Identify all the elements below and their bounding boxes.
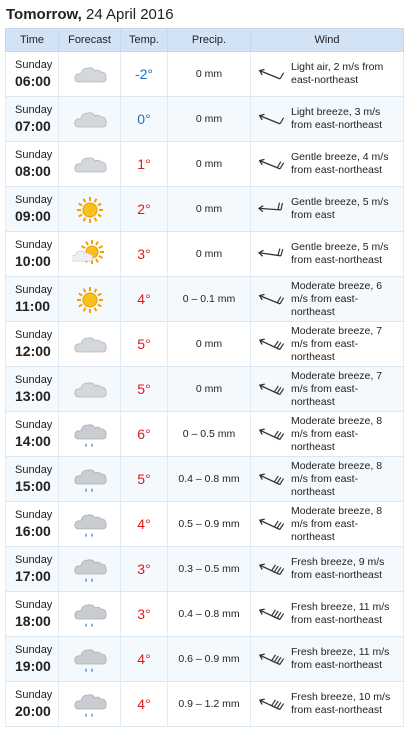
cloud-icon [72, 338, 108, 350]
forecast-cell [59, 502, 121, 547]
wind-arrow-icon [248, 57, 289, 92]
forecast-cell [59, 232, 121, 277]
wind-cell [251, 457, 404, 502]
rain-cloud-icon [72, 563, 108, 575]
wind-arrow-icon [248, 506, 289, 542]
wind-cell [251, 637, 404, 682]
time-cell [6, 457, 59, 502]
row-day: Sunday [15, 418, 53, 431]
rain-cloud-icon [72, 653, 108, 665]
cloud-icon [72, 113, 108, 125]
time-cell [6, 232, 59, 277]
table-row [6, 142, 404, 187]
wind-description: Gentle breeze, 4 m/s from east-northeast [291, 151, 389, 176]
time-cell [6, 592, 59, 637]
rain-cloud-icon [72, 428, 108, 440]
forecast-cell [59, 412, 121, 457]
precipitation: 0.3 – 0.5 mm [168, 547, 251, 592]
table-row [6, 412, 404, 457]
forecast-table [5, 28, 404, 727]
title-date: 24 April 2016 [86, 6, 174, 23]
table-row [6, 457, 404, 502]
forecast-cell [59, 277, 121, 322]
wind-description: Moderate breeze, 8 m/s from east-northeast [291, 459, 383, 498]
forecast-cell [59, 187, 121, 232]
precipitation: 0 mm [168, 142, 251, 187]
time-cell [6, 322, 59, 367]
temperature: 5° [121, 367, 168, 412]
forecast-cell [59, 457, 121, 502]
table-header-row [6, 29, 404, 52]
column-header-time: Time [6, 29, 59, 52]
time-cell [6, 502, 59, 547]
wind-arrow-icon [248, 326, 289, 362]
wind-cell [251, 97, 404, 142]
time-cell [6, 52, 59, 97]
wind-cell [251, 277, 404, 322]
wind-arrow-icon [248, 102, 289, 137]
precipitation: 0.5 – 0.9 mm [168, 502, 251, 547]
wind-cell [251, 592, 404, 637]
precipitation: 0 mm [168, 322, 251, 367]
table-row [6, 547, 404, 592]
forecast-cell [59, 97, 121, 142]
temperature: 5° [121, 322, 168, 367]
time-cell [6, 412, 59, 457]
forecast-cell [59, 637, 121, 682]
row-hour: 13:00 [15, 387, 51, 404]
row-hour: 08:00 [15, 162, 51, 179]
forecast-cell [59, 682, 121, 727]
wind-arrow-icon [248, 551, 289, 587]
row-hour: 19:00 [15, 657, 51, 674]
row-day: Sunday [15, 553, 53, 566]
cloud-icon [72, 158, 108, 170]
precipitation: 0 mm [168, 97, 251, 142]
wind-description: Light breeze, 3 m/s from east-northeast [291, 106, 383, 131]
wind-cell [251, 52, 404, 97]
row-day: Sunday [15, 103, 53, 116]
temperature: 1° [121, 142, 168, 187]
wind-cell [251, 682, 404, 727]
table-row [6, 277, 404, 322]
column-header-temp: Temp. [121, 29, 168, 52]
row-hour: 20:00 [15, 702, 51, 719]
rain-cloud-icon [72, 518, 108, 530]
temperature: 3° [121, 232, 168, 277]
precipitation: 0 mm [168, 52, 251, 97]
column-header-precip: Precip. [168, 29, 251, 52]
temperature: 0° [121, 97, 168, 142]
row-hour: 06:00 [15, 72, 51, 89]
temperature: 4° [121, 682, 168, 727]
time-cell [6, 142, 59, 187]
wind-arrow-icon [248, 416, 289, 452]
sun-icon [72, 293, 108, 305]
temperature: 4° [121, 277, 168, 322]
time-cell [6, 97, 59, 142]
partly-cloudy-icon [72, 248, 108, 260]
row-hour: 14:00 [15, 432, 51, 449]
row-day: Sunday [15, 463, 53, 476]
precipitation: 0.9 – 1.2 mm [168, 682, 251, 727]
time-cell [6, 367, 59, 412]
row-day: Sunday [15, 58, 53, 71]
wind-description: Fresh breeze, 11 m/s from east-northeast [291, 601, 390, 626]
wind-description: Moderate breeze, 8 m/s from east-northeast [291, 504, 383, 543]
wind-cell [251, 367, 404, 412]
wind-arrow-icon [248, 461, 289, 497]
row-hour: 15:00 [15, 477, 51, 494]
table-row [6, 52, 404, 97]
precipitation: 0.6 – 0.9 mm [168, 637, 251, 682]
sun-icon [72, 203, 108, 215]
forecast-cell [59, 547, 121, 592]
wind-arrow-icon [248, 596, 289, 632]
precipitation: 0 – 0.1 mm [168, 277, 251, 322]
row-hour: 07:00 [15, 117, 51, 134]
forecast-cell [59, 592, 121, 637]
table-row [6, 367, 404, 412]
row-hour: 12:00 [15, 342, 51, 359]
row-day: Sunday [15, 688, 53, 701]
precipitation: 0.4 – 0.8 mm [168, 457, 251, 502]
temperature: -2° [121, 52, 168, 97]
precipitation: 0 mm [168, 367, 251, 412]
temperature: 6° [121, 412, 168, 457]
wind-arrow-icon [248, 371, 289, 407]
time-cell [6, 547, 59, 592]
temperature: 2° [121, 187, 168, 232]
table-row [6, 187, 404, 232]
wind-arrow-icon [248, 686, 289, 722]
forecast-cell [59, 367, 121, 412]
table-row [6, 322, 404, 367]
table-row [6, 637, 404, 682]
precipitation: 0 – 0.5 mm [168, 412, 251, 457]
temperature: 3° [121, 547, 168, 592]
precipitation: 0 mm [168, 232, 251, 277]
row-hour: 16:00 [15, 522, 51, 539]
cloud-icon [72, 68, 108, 80]
row-day: Sunday [15, 598, 53, 611]
precipitation: 0.4 – 0.8 mm [168, 592, 251, 637]
temperature: 3° [121, 592, 168, 637]
forecast-cell [59, 322, 121, 367]
table-row [6, 682, 404, 727]
forecast-cell [59, 142, 121, 187]
time-cell [6, 187, 59, 232]
wind-description: Gentle breeze, 5 m/s from east-northeast [291, 241, 389, 266]
row-day: Sunday [15, 643, 53, 656]
wind-cell [251, 322, 404, 367]
row-hour: 18:00 [15, 612, 51, 629]
wind-description: Fresh breeze, 11 m/s from east-northeast [291, 646, 390, 671]
wind-description: Fresh breeze, 9 m/s from east-northeast [291, 556, 385, 581]
time-cell [6, 277, 59, 322]
wind-cell [251, 502, 404, 547]
cloud-icon [72, 383, 108, 395]
time-cell [6, 682, 59, 727]
wind-description: Moderate breeze, 8 m/s from east-northeast [291, 414, 383, 453]
table-row [6, 97, 404, 142]
page-title [6, 4, 174, 26]
column-header-wind: Wind [251, 29, 404, 52]
row-hour: 09:00 [15, 207, 51, 224]
wind-arrow-icon [248, 282, 289, 317]
temperature: 5° [121, 457, 168, 502]
wind-description: Moderate breeze, 7 m/s from east-northeast [291, 324, 383, 363]
title-day: Tomorrow, [6, 6, 82, 23]
wind-description: Moderate breeze, 6 m/s from east-northeast [291, 279, 383, 318]
table-row [6, 502, 404, 547]
wind-description: Moderate breeze, 7 m/s from east-northeast [291, 369, 383, 408]
wind-cell [251, 412, 404, 457]
wind-description: Light air, 2 m/s from east-northeast [291, 61, 384, 86]
wind-arrow-icon [248, 641, 289, 677]
wind-cell [251, 232, 404, 277]
wind-cell [251, 187, 404, 232]
row-day: Sunday [15, 328, 53, 341]
row-hour: 11:00 [15, 297, 51, 314]
time-cell [6, 637, 59, 682]
row-day: Sunday [15, 508, 53, 521]
forecast-cell [59, 52, 121, 97]
rain-cloud-icon [72, 608, 108, 620]
rain-cloud-icon [72, 473, 108, 485]
row-hour: 17:00 [15, 567, 51, 584]
wind-arrow-icon [249, 240, 286, 268]
table-row [6, 232, 404, 277]
wind-arrow-icon [250, 196, 286, 222]
row-day: Sunday [15, 148, 53, 161]
precipitation: 0 mm [168, 187, 251, 232]
row-day: Sunday [15, 193, 53, 206]
wind-description: Fresh breeze, 10 m/s from east-northeast [291, 691, 391, 716]
wind-description: Gentle breeze, 5 m/s from east [291, 196, 389, 221]
column-header-forecast: Forecast [59, 29, 121, 52]
temperature: 4° [121, 502, 168, 547]
table-row [6, 592, 404, 637]
row-hour: 10:00 [15, 252, 51, 269]
row-day: Sunday [15, 238, 53, 251]
row-day: Sunday [15, 373, 53, 386]
row-day: Sunday [15, 283, 53, 296]
temperature: 4° [121, 637, 168, 682]
rain-cloud-icon [72, 698, 108, 710]
wind-cell [251, 547, 404, 592]
wind-arrow-icon [248, 147, 289, 182]
wind-cell [251, 142, 404, 187]
